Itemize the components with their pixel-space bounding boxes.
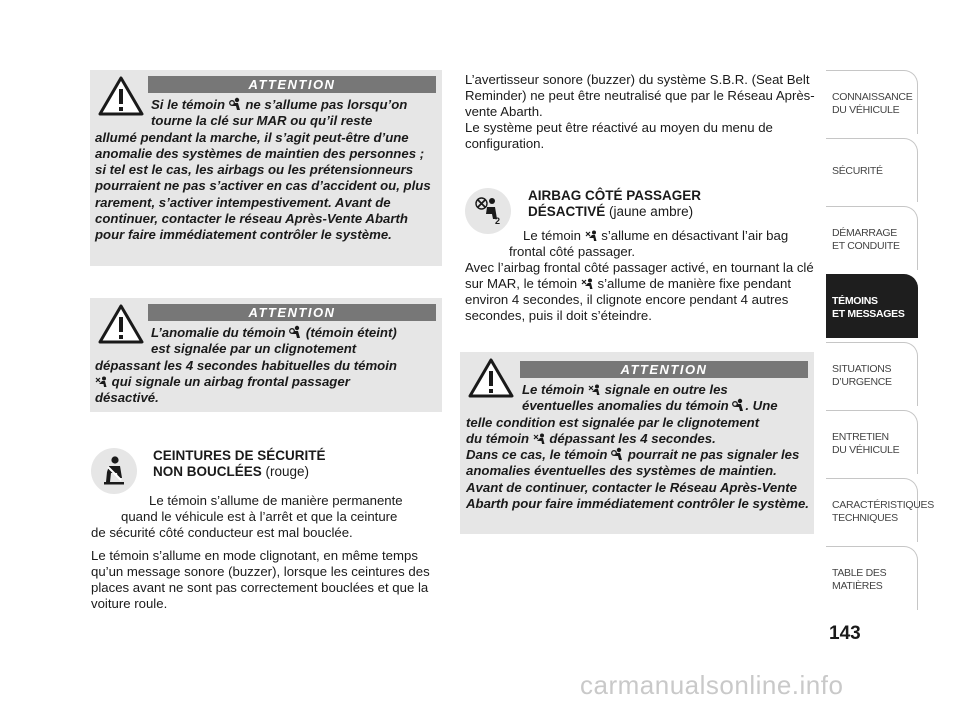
watermark: carmanualsonline.info: [580, 670, 844, 700]
passenger-airbag-off-icon: [581, 278, 594, 290]
warning-text-line: désactivé.: [95, 390, 159, 406]
warning-text-line: telle condition est signalée par le clignotement: [466, 414, 760, 430]
warning-text-line: tourne la clé sur MAR ou qu’il reste: [151, 113, 373, 129]
passenger-airbag-off-icon: [95, 376, 108, 388]
warning-text-part: Dans ce cas, le témoin: [466, 447, 608, 463]
warning-text-part: L’anomalie du témoin: [151, 325, 286, 340]
tab-caracteristiques[interactable]: [826, 478, 934, 542]
warning-text-part: (témoin éteint): [305, 325, 397, 340]
tab-label: SÉCURITÉ: [832, 165, 883, 177]
warning-box-1: [90, 70, 442, 266]
seatbelt-heading: [153, 448, 443, 480]
warning-text-part: pourrait ne pas signaler les anomalies éventuelles des systèmes de maintien. Avant de continuer, contacter le Réseau Après-Vente Abarth pour faire immédiatement contrôler le système.: [466, 447, 809, 512]
heading-line: NON BOUCLÉES: [153, 464, 262, 479]
page-number: 143: [829, 623, 861, 644]
tab-connaissance[interactable]: [826, 70, 918, 134]
tab-securite[interactable]: [826, 138, 918, 202]
paragraph: Le système peut être réactivé au moyen du menu de configuration.: [465, 120, 773, 151]
warning-text-part: dépassant les 4 secondes.: [549, 430, 716, 446]
paragraph-line: de sécurité côté conducteur est mal bouclée.: [91, 525, 353, 540]
text-part: s’allume en désactivant l’air bag: [601, 228, 789, 243]
warning-text-part: Le témoin: [522, 382, 585, 397]
seatbelt-warning-light: [91, 448, 137, 494]
seatbelt-text: [91, 493, 443, 612]
paragraph-line: quand le véhicule est à l’arrêt et que la ceinture: [121, 509, 398, 524]
attention-label: ATTENTION: [520, 361, 808, 378]
passenger-airbag-off-icon: [588, 384, 601, 396]
airbag-warning-icon: [289, 325, 302, 339]
warning-text-part: . Une: [745, 398, 778, 414]
warning-text-part: éventuelles anomalies du témoin: [522, 398, 729, 414]
tab-label: DÉMARRAGE ET CONDUITE: [832, 227, 900, 252]
warning-text-line: est signalée par un clignotement: [151, 341, 357, 357]
chapter-sidebar: [826, 70, 934, 618]
airbag-warning-icon: [611, 447, 624, 461]
text-part: Avec l’airbag frontal côté passager activé, en tournant la clé sur MAR, le témoin: [465, 260, 814, 291]
heading-subtitle: (rouge): [265, 464, 310, 479]
paragraph: Le témoin s’allume en mode clignotant, en même temps qu’un message sonore (buzzer), lorsque les ceintures des places avant ne sont pas correctement bouclées et que la voiture roule.: [91, 548, 430, 611]
airbag-warning-icon: [229, 97, 242, 111]
tab-urgence[interactable]: [826, 342, 918, 406]
tab-temoins[interactable]: [826, 274, 918, 338]
warning-text: [95, 325, 437, 406]
warning-text-part: ne s’allume pas lorsqu’on: [245, 97, 408, 112]
warning-text-part: qui signale un airbag frontal passager: [111, 373, 350, 389]
warning-text-body: allumé pendant la marche, il s’agit peut-être d’une anomalie des systèmes de maintien des personnes ; si tel est le cas, les airbags ou les prétensionneurs pourraient ne pas s’activer en cas d’accident ou, plus rarement, s’activer intempestivement. Avant de continuer, contacter le réseau Après-Vente Abarth pour faire immédiatement contrôler le système.: [95, 129, 431, 243]
warning-text-part: Si le témoin: [151, 97, 226, 112]
warning-text-line: dépassant les 4 secondes habituelles du témoin: [95, 357, 397, 373]
heading-line: CEINTURES DE SÉCURITÉ: [153, 448, 326, 463]
heading-line: AIRBAG CÔTÉ PASSAGER: [528, 188, 702, 203]
warning-box-2: [90, 298, 442, 412]
warning-text: [466, 382, 810, 512]
tab-label: CONNAISSANCE DU VÉHICULE: [832, 91, 913, 116]
attention-label: ATTENTION: [148, 76, 436, 93]
tab-label: TABLE DES MATIÈRES: [832, 567, 887, 592]
attention-label: ATTENTION: [148, 304, 436, 321]
passenger-airbag-off-icon: [585, 230, 598, 242]
tab-label: SITUATIONS D’URGENCE: [832, 363, 892, 388]
text-part: s’allume de manière fixe pendant environ 4 secondes, il clignote encore pendant 4 autres secondes, puis il doit s’éteindre.: [465, 276, 792, 323]
airbag-warning-icon: [732, 398, 745, 412]
paragraph: L’avertisseur sonore (buzzer) du système S.B.R. (Seat Belt Reminder) ne peut être neutralisé que par le Réseau Après-vente Abarth.: [465, 72, 815, 119]
paragraph-line: frontal côté passager.: [509, 244, 636, 259]
warning-box-3: [460, 352, 814, 534]
airbag-heading: [528, 188, 818, 220]
buzzer-text: [465, 72, 815, 152]
heading-line: DÉSACTIVÉ: [528, 204, 606, 219]
warning-text: [95, 97, 437, 244]
heading-subtitle: (jaune ambre): [609, 204, 694, 219]
warning-text-part: signale en outre les: [604, 382, 728, 397]
svg-text:2: 2: [495, 216, 501, 226]
seatbelt-icon: [91, 448, 137, 494]
passenger-airbag-off-icon: [533, 433, 546, 445]
tab-entretien[interactable]: [826, 410, 918, 474]
airbag-text: [465, 228, 817, 324]
text-part: Le témoin: [523, 228, 581, 243]
tab-table-matieres[interactable]: [826, 546, 918, 610]
tab-label: CARACTÉRISTIQUES TECHNIQUES: [832, 499, 934, 524]
paragraph-line: Le témoin s’allume de manière permanente: [149, 493, 403, 508]
warning-text-part: du témoin: [466, 430, 530, 446]
tab-label: TÉMOINS ET MESSAGES: [832, 295, 905, 320]
tab-label: ENTRETIEN DU VÉHICULE: [832, 431, 900, 456]
tab-demarrage[interactable]: [826, 206, 918, 270]
